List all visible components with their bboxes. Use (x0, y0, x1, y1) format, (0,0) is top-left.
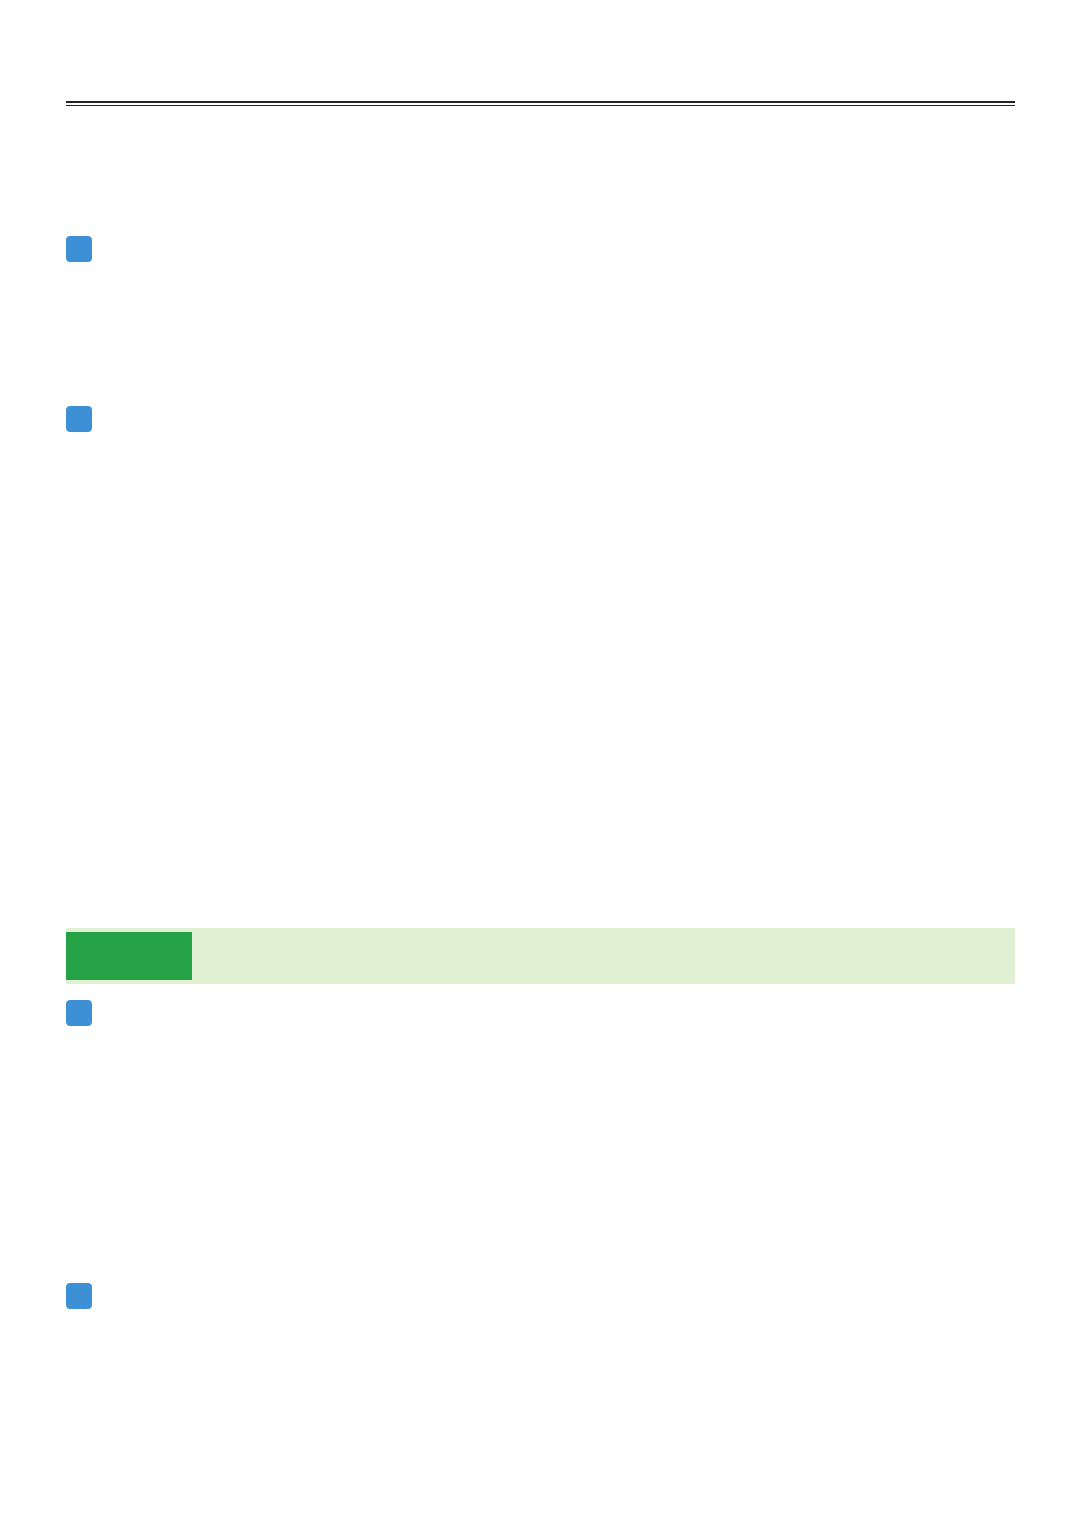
header-divider-thin (66, 105, 1015, 106)
section-number-badge (66, 236, 92, 262)
section-number-badge (66, 406, 92, 432)
section-title-shizi-2 (66, 997, 95, 1029)
unit-label (66, 932, 192, 980)
section-number-badge (66, 1000, 92, 1026)
section-title-ciyu (66, 403, 95, 435)
lesson-title (192, 928, 1015, 984)
section-title-xiezi-2 (66, 1280, 95, 1312)
section-title-xiezi-1 (66, 233, 95, 265)
section-number-badge (66, 1283, 92, 1309)
header-divider (66, 101, 1015, 103)
